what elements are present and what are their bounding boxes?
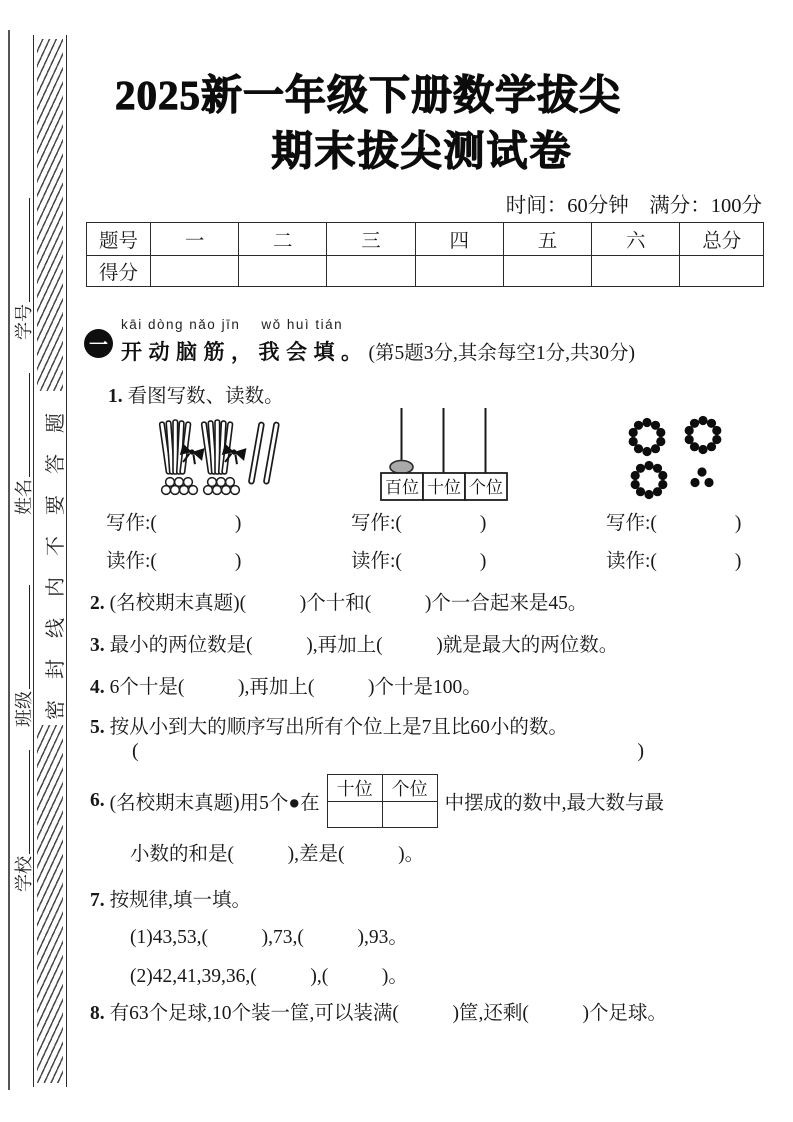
section-pinyin: kāi dòng nǎo jīn wǒ huì tián xyxy=(121,317,344,332)
score-table-cell: 三 xyxy=(327,223,415,256)
ones-header: 个位 xyxy=(382,775,437,802)
score-table-cell: 六 xyxy=(592,223,680,256)
question-text: (名校期末真题)用5个●在 xyxy=(109,793,320,814)
question-7-sub1 xyxy=(130,921,408,949)
write-blank: 写作:( ) xyxy=(351,513,487,534)
score-table-empty-cell xyxy=(415,256,503,287)
question-number: 1. xyxy=(108,386,123,407)
question-5-answer-line xyxy=(132,740,644,763)
score-table-empty-cell xyxy=(327,256,415,287)
question-7-sub2 xyxy=(130,960,408,988)
question-text: 6个十是( ),再加上( )个十是100。 xyxy=(109,677,482,698)
hundreds-place-label: 百位 xyxy=(385,478,419,497)
name-text: 姓名 xyxy=(14,479,34,515)
tens-empty-cell xyxy=(327,802,382,828)
school-label xyxy=(10,722,32,892)
school-blank-line xyxy=(14,750,30,854)
question-text: 按规律,填一填。 xyxy=(109,890,252,911)
read-blank: 读作:( ) xyxy=(606,551,742,572)
score-table-cell: 得分 xyxy=(87,256,151,287)
place-value-rods-figure xyxy=(380,408,508,502)
question-text: (1)43,53,( ),73,( ),93。 xyxy=(130,927,408,948)
paper-title-line1: 2025新一年级下册数学拔尖 xyxy=(115,72,621,118)
question-text: 最小的两位数是( ),再加上( )就是最大的两位数。 xyxy=(109,635,619,656)
score-table-cell: 五 xyxy=(503,223,591,256)
question-8 xyxy=(90,997,667,1025)
school-text: 学校 xyxy=(14,856,34,892)
question-number: 5. xyxy=(90,717,105,738)
question-text: 按从小到大的顺序写出所有个位上是7且比60小的数。 xyxy=(109,717,568,738)
question-number: 8. xyxy=(90,1003,105,1024)
question-2 xyxy=(90,587,587,615)
close-paren: ) xyxy=(637,740,644,762)
write-blank: 写作:( ) xyxy=(106,513,242,534)
name-label xyxy=(10,345,32,515)
question-number: 4. xyxy=(90,677,105,698)
ten-dot-ring xyxy=(685,416,722,454)
tens-header: 十位 xyxy=(327,775,382,802)
stick-bundle xyxy=(159,420,205,494)
open-paren: ( xyxy=(132,740,139,762)
score-table xyxy=(86,222,764,287)
seal-line-strip xyxy=(33,35,67,1087)
score-table-empty-cell xyxy=(239,256,327,287)
score-table-cell: 一 xyxy=(150,223,238,256)
score-table-empty-cell xyxy=(592,256,680,287)
read-blank: 读作:( ) xyxy=(351,551,487,572)
section-one-badge: 一 xyxy=(84,329,113,358)
three-loose-dots xyxy=(690,467,713,487)
dot-rings-figure xyxy=(620,413,732,503)
stick-bundle xyxy=(201,420,247,494)
hatch-pattern-top xyxy=(37,39,63,391)
question-7 xyxy=(90,884,251,912)
question-number: 3. xyxy=(90,635,105,656)
section-one-header xyxy=(121,336,635,366)
question-text: 中摆成的数中,最大数与最 xyxy=(444,793,665,814)
student-id-text: 学号 xyxy=(14,304,34,340)
question-1 xyxy=(108,380,284,408)
score-table-cell: 题号 xyxy=(87,223,151,256)
score-table-empty-cell xyxy=(150,256,238,287)
seal-line-text: 密封线内不要答题 xyxy=(45,392,67,720)
class-text: 班级 xyxy=(14,691,34,727)
class-blank-line xyxy=(14,585,30,689)
question-4 xyxy=(90,671,482,699)
hatch-pattern-bottom xyxy=(37,725,63,1083)
time-score-info: 时间：60分钟 满分：100分 xyxy=(505,195,762,217)
student-id-label xyxy=(10,170,32,340)
ten-dot-ring xyxy=(629,418,666,456)
score-table-cell: 四 xyxy=(415,223,503,256)
single-sticks xyxy=(249,422,279,484)
question-number: 2. xyxy=(90,593,105,614)
question-5 xyxy=(90,711,568,739)
score-table-empty-cell xyxy=(503,256,591,287)
question-6-line2 xyxy=(130,838,424,866)
score-table-score-row xyxy=(87,256,764,287)
ones-place-label: 个位 xyxy=(469,478,503,497)
name-blank-line xyxy=(14,373,30,477)
score-table-cell: 二 xyxy=(239,223,327,256)
score-table-header-row xyxy=(87,223,764,256)
question-text: 小数的和是( ),差是( )。 xyxy=(130,844,425,865)
question-number: 7. xyxy=(90,890,105,911)
abacus-bead xyxy=(390,461,413,474)
write-blank: 写作:( ) xyxy=(606,513,742,534)
stick-bundles-figure xyxy=(151,414,286,506)
question-6 xyxy=(90,772,664,830)
section-title: 开动脑筋，我会填。 xyxy=(121,341,369,364)
score-table-empty-cell xyxy=(680,256,764,287)
student-id-blank-line xyxy=(14,198,30,302)
tens-place-label: 十位 xyxy=(427,478,461,497)
question-text: 看图写数、读数。 xyxy=(127,386,284,407)
test-paper xyxy=(88,0,766,1122)
question-number: 6. xyxy=(90,790,105,811)
ones-empty-cell xyxy=(382,802,437,828)
question-3 xyxy=(90,629,618,657)
score-table-cell: 总分 xyxy=(680,223,764,256)
ten-dot-ring xyxy=(631,461,668,499)
question-text: 有63个足球,10个装一筐,可以装满( )筐,还剩( )个足球。 xyxy=(109,1003,667,1024)
read-blank: 读作:( ) xyxy=(106,551,242,572)
tens-ones-table xyxy=(327,774,438,828)
class-label xyxy=(10,557,32,727)
section-score-note: (第5题3分,其余每空1分,共30分) xyxy=(368,343,635,364)
paper-title-line2: 期末拔尖测试卷 xyxy=(271,128,573,174)
question-text: (名校期末真题)( )个十和( )个一合起来是45。 xyxy=(109,593,588,614)
question-text: (2)42,41,39,36,( ),( )。 xyxy=(130,966,408,987)
